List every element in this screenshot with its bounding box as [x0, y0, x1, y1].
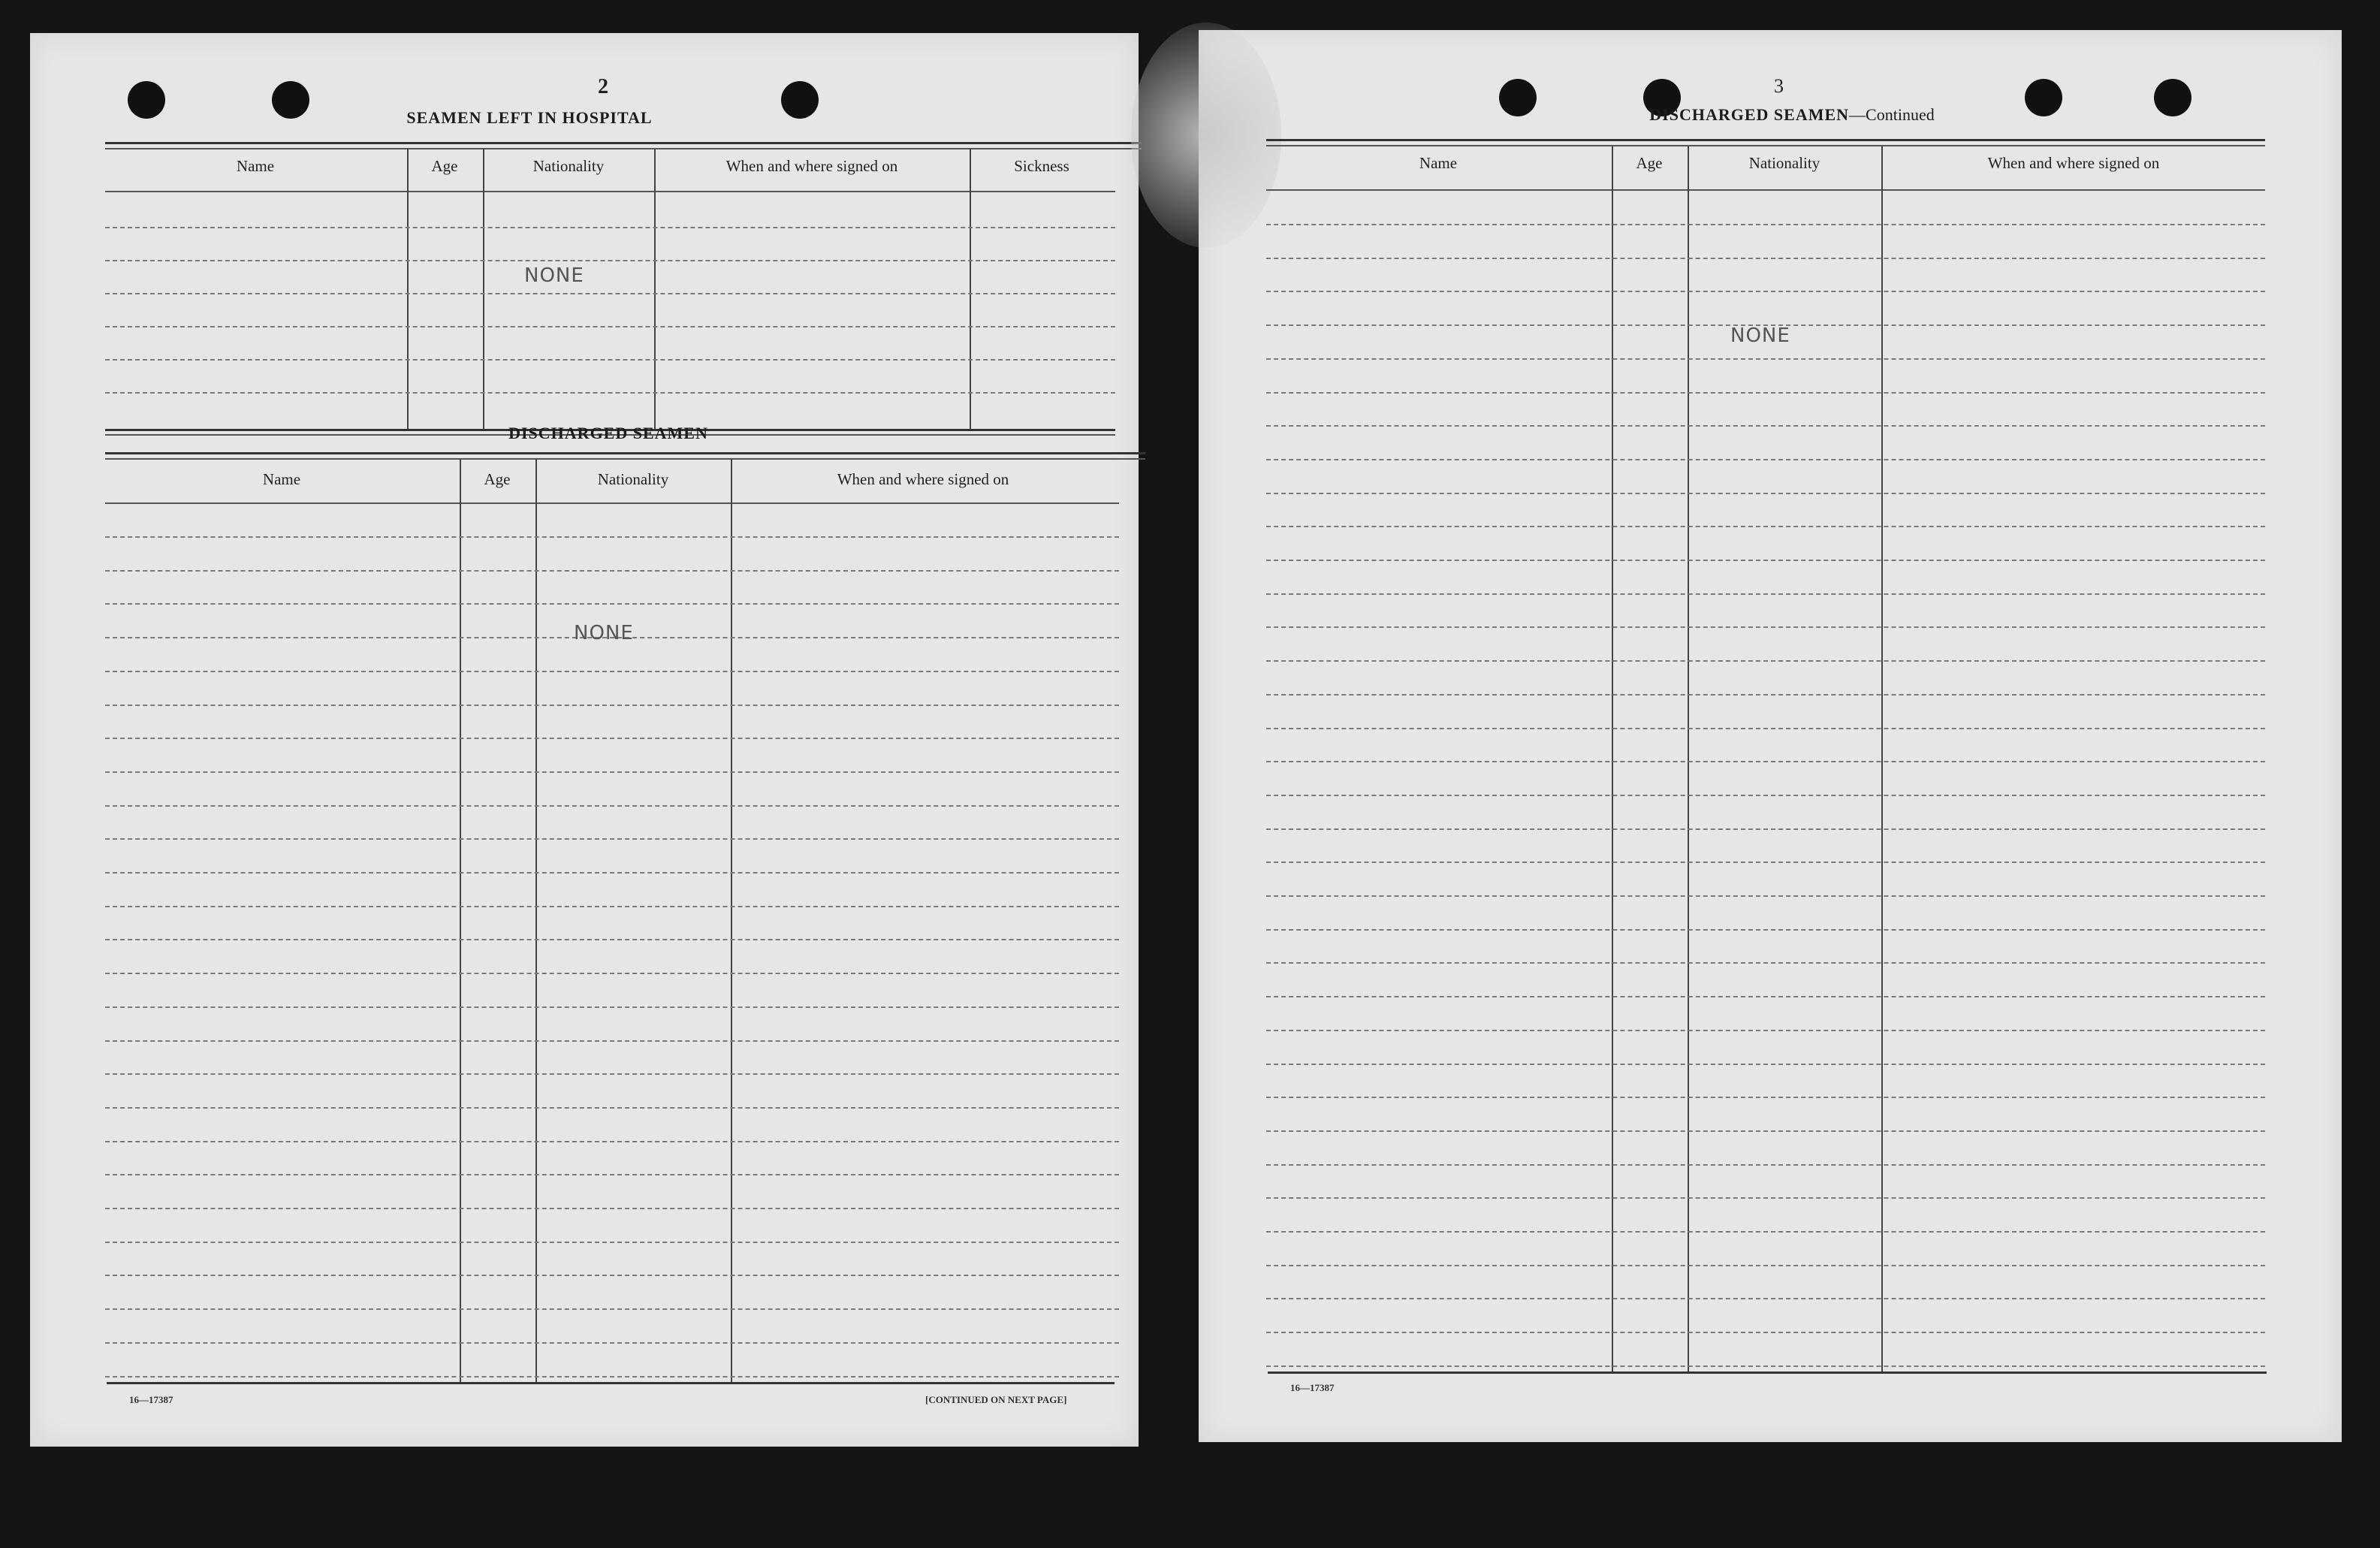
table-row	[1266, 1332, 2265, 1333]
table-top-rule	[105, 452, 1145, 454]
table-row	[1266, 1231, 2265, 1233]
table-row	[105, 973, 1119, 974]
column-header-nationality: Nationality	[1748, 154, 1820, 172]
continued-note: [CONTINUED ON NEXT PAGE]	[925, 1394, 1067, 1405]
table-row	[105, 738, 1119, 739]
column-header-name: Name	[1419, 154, 1458, 172]
table-row	[1266, 828, 2265, 830]
paper-stain	[1131, 23, 1281, 248]
table-row	[105, 1006, 1119, 1008]
form-number: 16—17387	[129, 1394, 173, 1405]
table-row	[105, 536, 1119, 538]
column-divider	[535, 459, 537, 1383]
table-row	[105, 1107, 1119, 1109]
column-divider	[1881, 146, 1883, 1371]
table-row	[105, 570, 1119, 572]
section-title-suffix: —Continued	[1849, 105, 1935, 124]
column-header-nationality: Nationality	[532, 157, 605, 175]
table-row	[1266, 258, 2265, 259]
punch-hole	[2025, 79, 2062, 116]
table-top-rule	[105, 148, 1142, 149]
column-header-nationality: Nationality	[597, 470, 669, 488]
page-number: 2	[598, 75, 608, 98]
table-row	[1266, 862, 2265, 863]
table-bottom-rule	[107, 1382, 1115, 1384]
page-number: 3	[1774, 75, 1784, 97]
table-row	[1266, 1197, 2265, 1199]
table-row	[105, 1174, 1119, 1175]
table-top-rule	[105, 142, 1142, 144]
column-divider	[407, 149, 409, 431]
table-top-rule	[1266, 139, 2265, 141]
nationality-stamp: NONE	[524, 264, 584, 287]
punch-hole	[1499, 79, 1537, 116]
table-row	[1266, 626, 2265, 628]
table-row	[1266, 1097, 2265, 1098]
table-row	[105, 705, 1119, 706]
table-row	[105, 805, 1119, 807]
table-row	[105, 603, 1119, 605]
punch-hole	[272, 81, 309, 119]
table-row	[105, 1040, 1119, 1042]
hospital-section-title: SEAMEN LEFT IN HOSPITAL	[406, 108, 653, 127]
section-title-text: DISCHARGED SEAMEN	[1649, 105, 1850, 124]
table-row	[1266, 1298, 2265, 1299]
nationality-stamp: NONE	[1730, 324, 1790, 347]
table-row	[105, 1141, 1119, 1142]
table-row	[105, 771, 1119, 773]
table-row	[1266, 1130, 2265, 1132]
table-row	[105, 1073, 1119, 1075]
header-bottom-rule	[105, 191, 1115, 192]
table-row	[1266, 1030, 2265, 1031]
left-page	[30, 33, 1139, 1447]
table-row	[1266, 459, 2265, 460]
table-row	[105, 1376, 1119, 1378]
table-row	[1266, 1265, 2265, 1266]
table-row	[105, 1208, 1119, 1209]
column-header-name: Name	[262, 470, 301, 488]
column-header-age: Age	[484, 470, 511, 488]
table-row	[1266, 996, 2265, 997]
column-divider	[970, 149, 971, 431]
table-row	[105, 359, 1115, 361]
table-row	[1266, 224, 2265, 225]
column-header-age: Age	[431, 157, 458, 175]
table-row	[1266, 1365, 2265, 1367]
table-row	[1266, 929, 2265, 931]
table-row	[1266, 1164, 2265, 1166]
column-divider	[483, 149, 484, 431]
table-row	[105, 939, 1119, 940]
table-row	[105, 906, 1119, 907]
header-bottom-rule	[105, 502, 1119, 504]
column-header-signed-on: When and where signed on	[837, 470, 1009, 488]
table-row	[1266, 291, 2265, 292]
table-row	[1266, 795, 2265, 796]
table-row	[105, 671, 1119, 672]
column-header-signed-on: When and where signed on	[725, 157, 898, 175]
table-row	[1266, 425, 2265, 427]
table-row	[1266, 392, 2265, 394]
table-row	[1266, 728, 2265, 729]
table-row	[105, 293, 1115, 294]
nationality-stamp: NONE	[574, 622, 634, 644]
table-bottom-rule	[1268, 1371, 2267, 1374]
table-row	[1266, 694, 2265, 696]
column-header-age: Age	[1636, 154, 1663, 172]
table-row	[1266, 560, 2265, 561]
table-row	[1266, 962, 2265, 964]
table-row	[105, 838, 1119, 840]
punch-hole	[128, 81, 165, 119]
table-row	[105, 1342, 1119, 1344]
table-top-rule	[105, 458, 1145, 460]
column-header-signed-on: When and where signed on	[1987, 154, 2160, 172]
table-row	[105, 392, 1115, 394]
table-row	[105, 872, 1119, 874]
table-row	[1266, 593, 2265, 595]
column-header-name: Name	[236, 157, 275, 175]
discharged-section-title: DISCHARGED SEAMEN	[508, 424, 708, 442]
form-number: 16—17387	[1290, 1382, 1335, 1393]
table-row	[105, 1242, 1119, 1243]
table-top-rule	[1266, 145, 2265, 146]
table-row	[105, 326, 1115, 327]
table-row	[1266, 761, 2265, 762]
column-divider	[1612, 146, 1613, 1371]
table-row	[1266, 1064, 2265, 1065]
column-divider	[1688, 146, 1689, 1371]
table-row	[105, 260, 1115, 261]
table-row	[1266, 660, 2265, 662]
table-row	[1266, 895, 2265, 897]
column-divider	[654, 149, 656, 431]
table-row	[105, 1308, 1119, 1310]
discharged-continued-title	[1604, 105, 1980, 125]
right-page	[1199, 30, 2342, 1442]
column-divider	[731, 459, 732, 1383]
punch-hole	[2154, 79, 2191, 116]
table-row	[1266, 493, 2265, 494]
table-row	[105, 1275, 1119, 1276]
table-row	[1266, 358, 2265, 360]
table-row	[1266, 526, 2265, 527]
table-row	[105, 227, 1115, 228]
column-header-sickness: Sickness	[1014, 157, 1069, 175]
header-bottom-rule	[1266, 189, 2265, 191]
column-divider	[460, 459, 461, 1383]
punch-hole	[781, 81, 819, 119]
